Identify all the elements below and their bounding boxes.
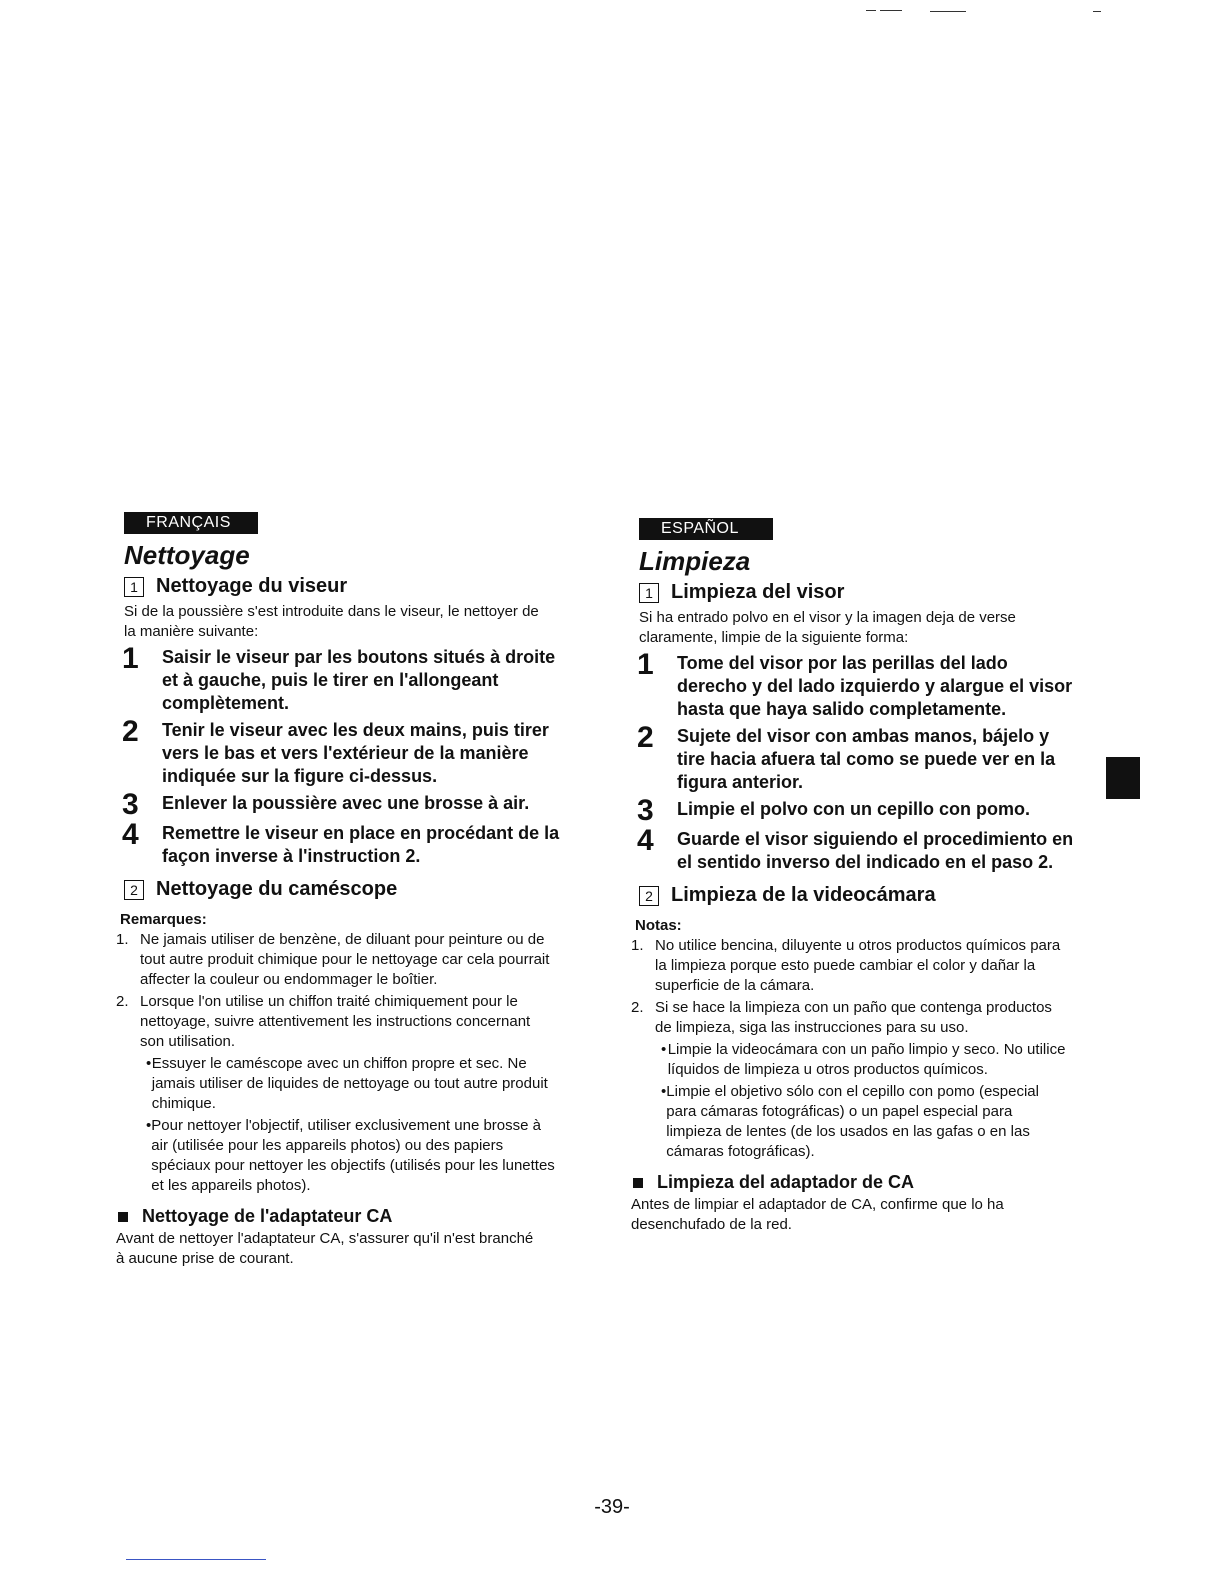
notes-heading: Remarques:: [120, 911, 207, 928]
step-text: Saisir le viseur par les boutons situés à droite et à gauche, puis le tirer en l'allongeant complètement.: [162, 647, 556, 713]
square-bullet-icon: [118, 1212, 128, 1222]
step-item: [116, 642, 566, 715]
section-title-spanish: Limpieza: [639, 546, 751, 576]
note-text: Ne jamais utiliser de benzène, de diluant pour peinture ou de tout autre produit chimique pour le nettoyage car cela pourrait affecter la couleur ou endommager le boîtier.: [140, 931, 550, 988]
step-number: 3: [122, 788, 139, 821]
step-text: Enlever la poussière avec une brosse à air.: [162, 793, 530, 813]
intro-text: Si de la poussière s'est introduite dans le viseur, le nettoyer de la manière suivante:: [124, 603, 539, 640]
bullet-item: [146, 1054, 556, 1114]
spanish-column: [631, 518, 1081, 1235]
bullet-dot-icon: •: [661, 1041, 667, 1058]
note-text: Lorsque l'on utilise un chiffon traité chimiquement pour le nettoyage, suivre attentivement les instructions concernant son utilisation.: [140, 993, 531, 1050]
step-item: [631, 721, 1081, 794]
note-text: Si se hace la limpieza con un paño que contenga productos de limpieza, siga las instrucciones para su uso.: [655, 999, 1052, 1036]
note-text: No utilice bencina, diluyente u otros productos químicos para la limpieza porque esto puede cambiar el color y dañar la superficie de la cámara.: [655, 937, 1061, 994]
bullet-item: [661, 1082, 1071, 1162]
subsection-viewfinder-heading-french: [124, 575, 566, 598]
step-text: Remettre le viseur en place en procédant de la façon inverse à l'instruction 2.: [162, 823, 560, 866]
step-number: 1: [637, 648, 654, 681]
step-number: 4: [122, 818, 139, 851]
step-item: [631, 824, 1081, 874]
number-box: 2: [639, 886, 659, 906]
step-number: 3: [637, 794, 654, 827]
scan-speck: [1093, 11, 1101, 12]
step-number: 4: [637, 824, 654, 857]
adapter-heading-french: [116, 1206, 566, 1227]
heading-text: Limpieza del adaptador de CA: [657, 1172, 915, 1192]
bullet-text: Pour nettoyer l'objectif, utiliser exclusivement une brosse à air (utilisée pour les appareils photos) ou des papiers spéciaux pour nettoyer les objectifs (utilisés pour les lunettes et les appareils photos).: [151, 1117, 555, 1194]
heading-text: Nettoyage du viseur: [156, 575, 348, 597]
note-item: [116, 992, 566, 1052]
bullet-dot-icon: •: [146, 1055, 152, 1072]
scan-speck: [880, 10, 902, 11]
bullet-text: Limpie el objetivo sólo con el cepillo con pomo (especial para cámaras fotográficas) o un papel especial para limpieza de lentes (de los usados en las gafas o en las cámaras fotográficas).: [666, 1083, 1039, 1160]
step-text: Sujete del visor con ambas manos, bájelo y tire hacia afuera tal como se puede ver en la figura anterior.: [677, 726, 1056, 792]
note-item: [631, 936, 1081, 996]
heading-text: Limpieza de la videocámara: [671, 884, 936, 906]
french-column: [116, 512, 566, 1269]
bullet-text: Limpie la videocámara con un paño limpio y seco. No utilice líquidos de limpieza u otros productos químicos.: [667, 1041, 1066, 1078]
page-number: -39-: [594, 1496, 630, 1518]
step-item: [631, 648, 1081, 721]
step-item: [116, 788, 566, 821]
language-tag-spanish: ESPAÑOL: [639, 518, 773, 540]
bullet-item: [146, 1116, 556, 1196]
step-number: 2: [122, 715, 139, 748]
note-number: 1.: [116, 931, 129, 948]
bullet-dot-icon: •: [146, 1117, 152, 1134]
subsection-camcorder-heading-spanish: [639, 884, 1081, 907]
step-item: [116, 818, 566, 868]
step-item: [631, 794, 1081, 827]
section-tab-marker: [1106, 757, 1140, 799]
scan-speck: [866, 10, 876, 11]
notes-heading: Notas:: [635, 917, 682, 934]
step-number: 2: [637, 721, 654, 754]
language-tag-french: FRANÇAIS: [124, 512, 258, 534]
subsection-camcorder-heading-french: [124, 878, 566, 901]
note-number: 1.: [631, 937, 644, 954]
scan-speck: [930, 11, 966, 12]
heading-text: Nettoyage du caméscope: [156, 878, 398, 900]
step-text: Guarde el visor siguiendo el procedimiento en el sentido inverso del indicado en el paso 2.: [677, 829, 1074, 872]
bullet-item: [661, 1040, 1071, 1080]
footer-rule: [126, 1559, 266, 1560]
section-title-french: Nettoyage: [124, 540, 250, 570]
intro-text: Si ha entrado polvo en el visor y la imagen deja de verse claramente, limpie de la siguiente forma:: [639, 609, 1016, 646]
subsection-viewfinder-heading-spanish: [639, 581, 1081, 604]
number-box: 1: [639, 583, 659, 603]
note-item: [116, 930, 566, 990]
heading-text: Limpieza del visor: [671, 581, 845, 603]
step-number: 1: [122, 642, 139, 675]
note-item: [631, 998, 1081, 1038]
step-text: Tenir le viseur avec les deux mains, puis tirer vers le bas et vers l'extérieur de la manière indiquée sur la figure ci-dessus.: [162, 720, 549, 786]
adapter-heading-spanish: [631, 1172, 1081, 1193]
number-box: 1: [124, 577, 144, 597]
step-text: Tome del visor por las perillas del lado derecho y del lado izquierdo y alargue el visor hasta que haya salido completamente.: [677, 653, 1073, 719]
note-number: 2.: [631, 999, 644, 1016]
bullet-dot-icon: •: [661, 1083, 667, 1100]
step-item: [116, 715, 566, 788]
square-bullet-icon: [633, 1178, 643, 1188]
adapter-text: Antes de limpiar el adaptador de CA, confirme que lo ha desenchufado de la red.: [631, 1196, 1004, 1233]
adapter-text: Avant de nettoyer l'adaptateur CA, s'assurer qu'il n'est branché à aucune prise de courant.: [116, 1230, 534, 1267]
number-box: 2: [124, 880, 144, 900]
bullet-text: Essuyer le caméscope avec un chiffon propre et sec. Ne jamais utiliser de liquides de nettoyage ou tout autre produit chimique.: [151, 1055, 548, 1112]
heading-text: Nettoyage de l'adaptateur CA: [142, 1206, 393, 1226]
note-number: 2.: [116, 993, 129, 1010]
step-text: Limpie el polvo con un cepillo con pomo.: [677, 799, 1031, 819]
